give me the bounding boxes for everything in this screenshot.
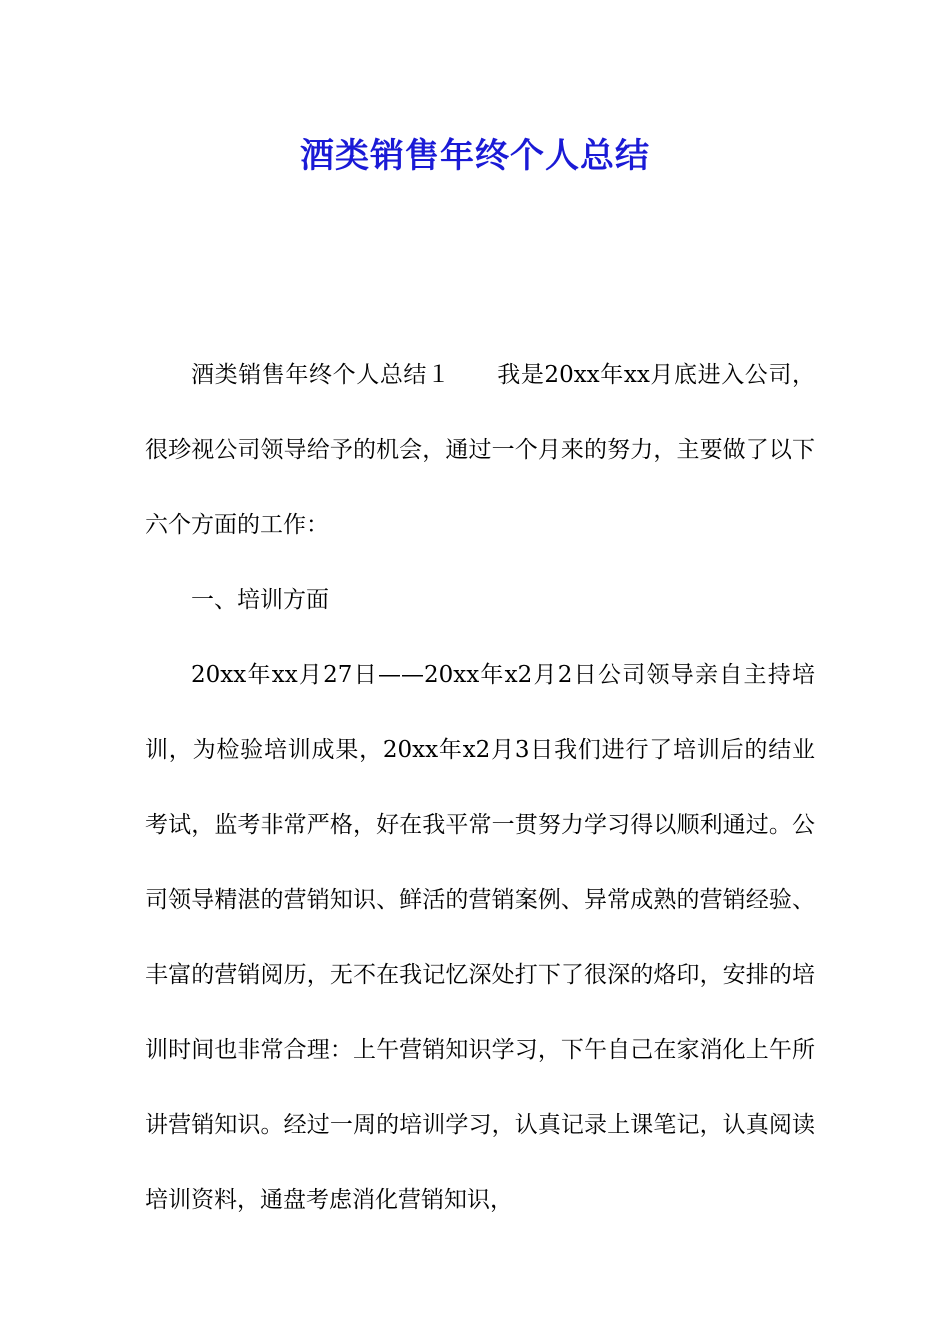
document-body [145, 338, 815, 1238]
paragraph-intro [145, 338, 815, 563]
document-title: 酒类销售年终个人总结 [300, 136, 650, 176]
paragraph-training: 20xx年xx月27日——20xx年x2月2日公司领导亲自主持培训，为检验培训成果，20xx年x2月3日我们进行了培训后的结业考试，监考非常严格，好在我平常一贯努力学习得以顺利通过。公司领导精湛的营销知识、鲜活的营销案例、异常成熟的营销经验、丰富的营销阅历，无不在我记忆深处打下了很深的烙印，安排的培训时间也非常合理：上午营销知识学习，下午自己在家消化上午所讲营销知识。经过一周的培训学习，认真记录上课笔记，认真阅读培训资料，通盘考虑消化营销知识， [145, 662, 815, 1213]
paragraph-intro-text: 我是20xx年xx月底进入公司，很珍视公司领导给予的机会，通过一个月来的努力，主要做了以下六个方面的工作： [145, 362, 815, 538]
section-heading-training: 一、培训方面 [191, 587, 329, 613]
paragraph-intro-head: 酒类销售年终个人总结１ [191, 362, 451, 388]
